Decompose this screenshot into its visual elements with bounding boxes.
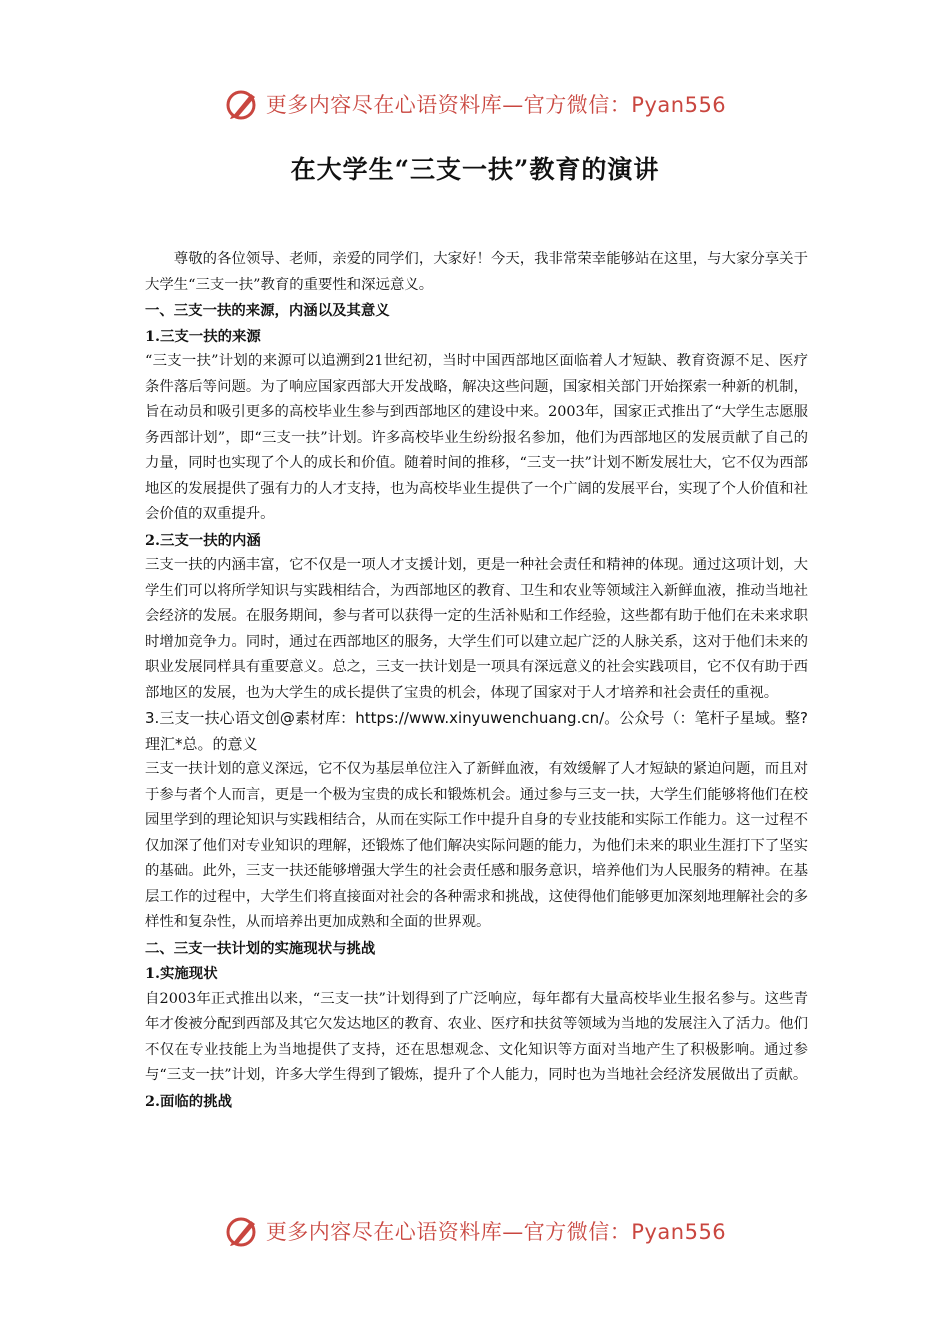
footer-banner <box>0 1211 950 1251</box>
body-paragraph: 自2003年正式推出以来，“三支一扶”计划得到了广泛响应，每年都有大量高校毕业生报名参与。这些青年才俊被分配到西部及其它欠发达地区的教育、农业、医疗和扶贫等领域为当地的发展注入了活力。他们不仅在专业技能上为当地提供了支持，还在思想观念、文化知识等方面对当地产生了积极影响。通过参与“三支一扶”计划，许多大学生得到了锻炼，提升了个人能力，同时也为当地社会经济发展做出了贡献。 <box>145 990 808 1083</box>
subsection-heading: 2.三支一扶的内涵 <box>145 531 261 549</box>
banner-text: 更多内容尽在心语资料库—官方微信：Pyan556 <box>265 1220 727 1244</box>
section-heading: 二、三支一扶计划的实施现状与挑战 <box>145 939 376 957</box>
body-paragraph: 三支一扶的内涵丰富，它不仅是一项人才支援计划，更是一种社会责任和精神的体现。通过这项计划，大学生们可以将所学知识与实践相结合，为西部地区的教育、卫生和农业等领域注入新鲜血液，推动当地社会经济的发展。在服务期间，参与者可以获得一定的生活补贴和工作经验，这些都有助于他们在未来求职时增加竞争力。同时，通过在西部地区的服务，大学生们可以建立起广泛的人脉关系，这对于他们未来的职业发展同样具有重要意义。总之，三支一扶计划是一项具有深远意义的社会实践项目，它不仅有助于西部地区的发展，也为大学生的成长提供了宝贵的机会，体现了国家对于人才培养和社会责任的重视。 <box>145 557 808 701</box>
intro-paragraph: 尊敬的各位领导、老师，亲爱的同学们，大家好！今天，我非常荣幸能够站在这里，与大家分享关于大学生“三支一扶”教育的重要性和深远意义。 <box>145 251 808 293</box>
section-heading: 一、三支一扶的来源，内涵以及其意义 <box>145 302 390 319</box>
body-paragraph: “三支一扶”计划的来源可以追溯到21世纪初，当时中国西部地区面临着人才短缺、教育资源不足、医疗条件落后等问题。为了响应国家西部大开发战略，解决这些问题，国家相关部门开始探索一种新的机制，旨在动员和吸引更多的高校毕业生参与到西部地区的建设中来。2003年，国家正式推出了“大学生志愿服务西部计划”，即“三支一扶”计划。许多高校毕业生纷纷报名参加，他们为西部地区的发展贡献了自己的力量，同时也实现了个人的成长和价值。随着时间的推移，“三支一扶”计划不断发展壮大，它不仅为西部地区的发展提供了强有力的人才支持，也为高校毕业生提供了一个广阔的发展平台，实现了个人价值和社会价值的双重提升。 <box>145 353 808 522</box>
document-body <box>145 247 808 1114</box>
brush-logo-icon <box>224 86 260 122</box>
subsection-heading: 2.面临的挑战 <box>145 1092 232 1110</box>
subsection-heading-watermarked: 3.三支一扶心语文创@素材库：https://www.xinyuwenchuang.cn/。公众号（：笔杆子星域。整?理汇*总。的意义 <box>145 709 808 753</box>
document-title: 在大学生“三支一扶”教育的演讲 <box>290 155 660 184</box>
subsection-heading: 1.实施现状 <box>145 965 218 982</box>
banner-text: 更多内容尽在心语资料库—官方微信：Pyan556 <box>265 93 727 117</box>
brush-logo-icon <box>224 1213 260 1249</box>
body-paragraph: 三支一扶计划的意义深远，它不仅为基层单位注入了新鲜血液，有效缓解了人才短缺的紧迫问题，而且对于参与者个人而言，更是一个极为宝贵的成长和锻炼机会。通过参与三支一扶，大学生们能够将他们在校园里学到的理论知识与实践相结合，从而在实际工作中提升自身的专业技能和实际工作能力。这一过程不仅加深了他们对专业知识的理解，还锻炼了他们解决实际问题的能力，为他们未来的职业生涯打下了坚实的基础。此外，三支一扶还能够增强大学生的社会责任感和服务意识，培养他们为人民服务的精神。在基层工作的过程中，大学生们将直接面对社会的各种需求和挑战，这使得他们能够更加深刻地理解社会的多样性和复杂性，从而培养出更加成熟和全面的世界观。 <box>145 761 808 930</box>
subsection-heading: 1.三支一扶的来源 <box>145 327 261 345</box>
header-banner <box>0 84 950 124</box>
